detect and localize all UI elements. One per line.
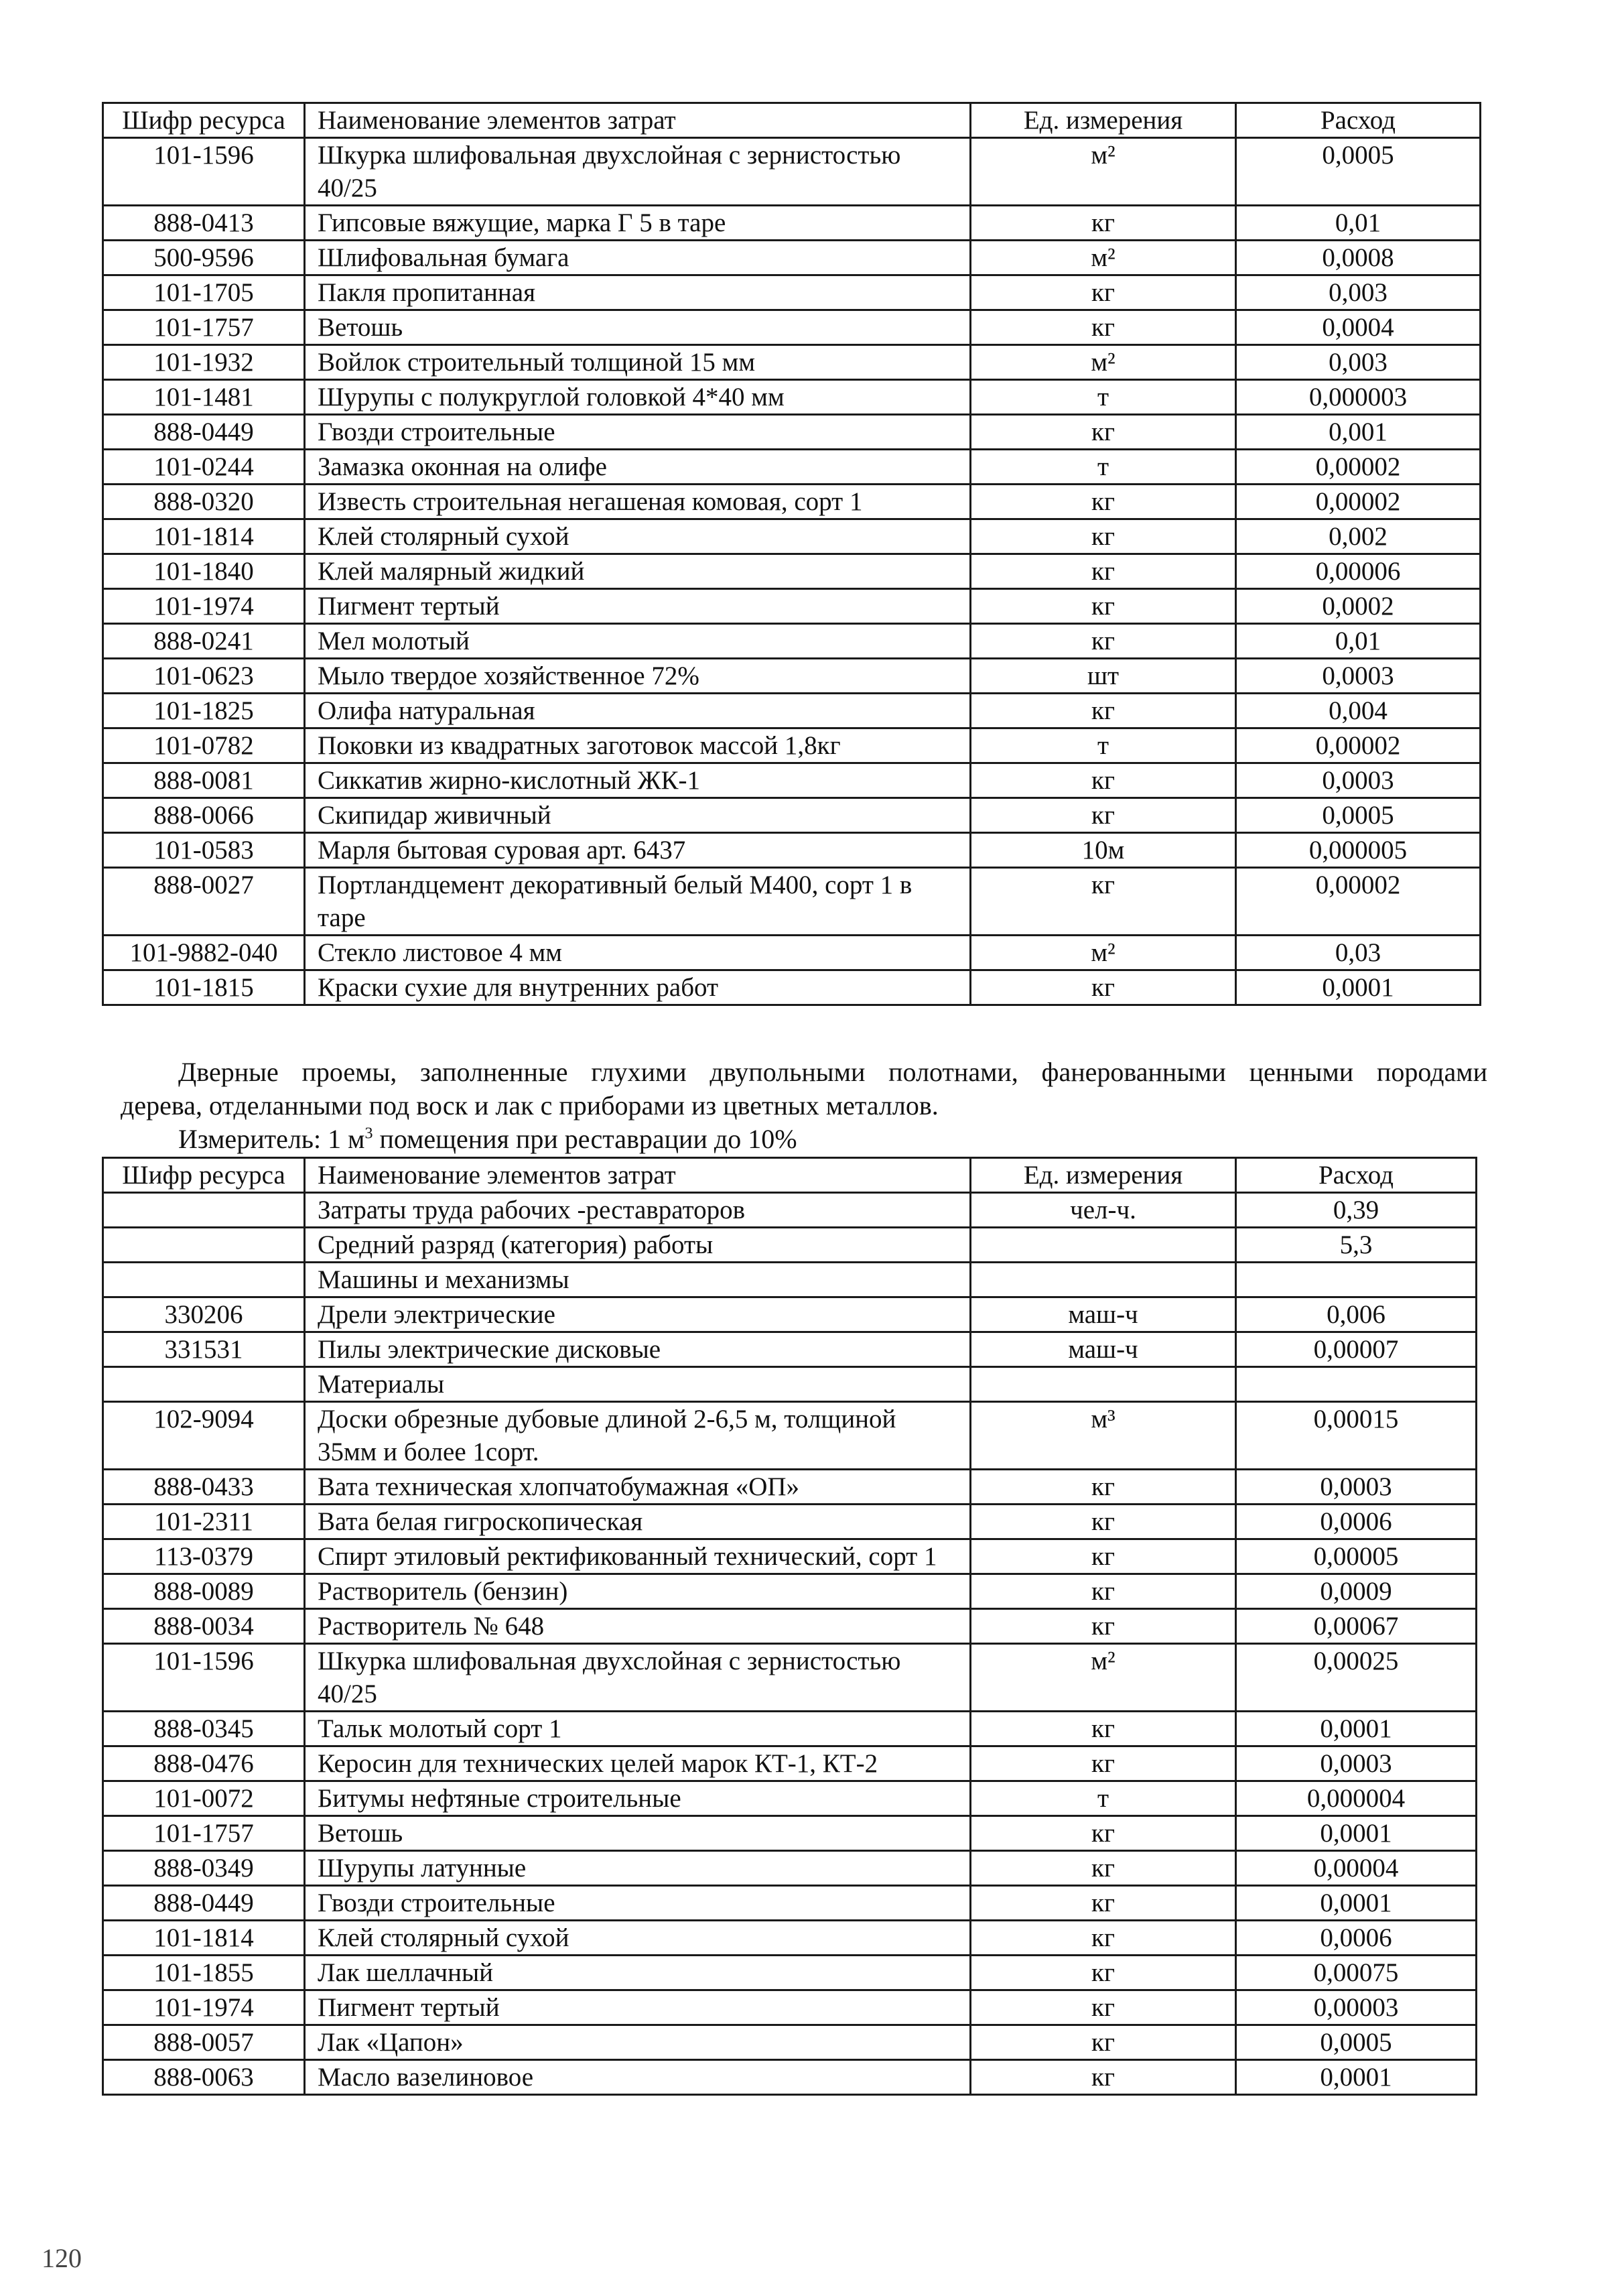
unit-of-measure: т <box>971 1781 1236 1816</box>
resource-name: Олифа натуральная <box>305 694 971 728</box>
resource-name: Ветошь <box>305 310 971 345</box>
resource-code: 888-0034 <box>103 1609 305 1644</box>
unit-of-measure: кг <box>971 1609 1236 1644</box>
consumption-amount: 0,0001 <box>1236 2060 1477 2095</box>
resource-code <box>103 1367 305 1402</box>
resource-code: 888-0476 <box>103 1746 305 1781</box>
resource-code: 101-0782 <box>103 728 305 763</box>
resource-code: 101-2311 <box>103 1505 305 1539</box>
resource-name: Материалы <box>305 1367 971 1402</box>
table-row <box>103 1816 1477 1851</box>
resource-table-2 <box>102 1157 1477 2096</box>
consumption-amount: 0,00002 <box>1236 728 1481 763</box>
resource-code: 102-9094 <box>103 1402 305 1470</box>
unit-of-measure: кг <box>971 694 1236 728</box>
table-row <box>103 1851 1477 1886</box>
table-row <box>103 1470 1477 1505</box>
consumption-amount: 0,01 <box>1236 206 1481 241</box>
table-row <box>103 728 1481 763</box>
resource-name: Шлифовальная бумага <box>305 241 971 275</box>
resource-name: Пакля пропитанная <box>305 275 971 310</box>
resource-name: Растворитель № 648 <box>305 1609 971 1644</box>
resource-code: 330206 <box>103 1297 305 1332</box>
table-row <box>103 2025 1477 2060</box>
consumption-amount: 0,00075 <box>1236 1956 1477 1990</box>
table-row <box>103 1574 1477 1609</box>
unit-of-measure: кг <box>971 589 1236 624</box>
consumption-amount: 0,000005 <box>1236 833 1481 868</box>
resource-code: 888-0449 <box>103 415 305 450</box>
unit-of-measure <box>971 1228 1236 1263</box>
resource-code <box>103 1263 305 1297</box>
resource-code: 101-0583 <box>103 833 305 868</box>
resource-name: Сиккатив жирно-кислотный ЖК-1 <box>305 763 971 798</box>
consumption-amount: 0,00007 <box>1236 1332 1477 1367</box>
measure-prefix: Измеритель: 1 м <box>178 1124 365 1154</box>
resource-code: 888-0241 <box>103 624 305 659</box>
unit-of-measure: кг <box>971 970 1236 1005</box>
description-line-2: дерева, отделанными под воск и лак с приборами из цветных металлов. <box>121 1090 939 1121</box>
table-row <box>103 868 1481 936</box>
unit-of-measure: кг <box>971 1990 1236 2025</box>
resource-name: Клей малярный жидкий <box>305 554 971 589</box>
resource-name: Керосин для технических целей марок КТ-1, КТ-2 <box>305 1746 971 1781</box>
table-body <box>103 138 1481 1005</box>
resource-code: 101-1481 <box>103 380 305 415</box>
unit-of-measure: шт <box>971 659 1236 694</box>
table-body <box>103 1193 1477 2095</box>
resource-code: 888-0063 <box>103 2060 305 2095</box>
table-row <box>103 1609 1477 1644</box>
table-row <box>103 694 1481 728</box>
resource-code: 331531 <box>103 1332 305 1367</box>
consumption-amount: 0,39 <box>1236 1193 1477 1228</box>
table-row <box>103 275 1481 310</box>
table-header-row <box>103 1158 1477 1193</box>
resource-name: Замазка оконная на олифе <box>305 450 971 485</box>
consumption-amount: 0,0003 <box>1236 659 1481 694</box>
unit-of-measure: маш-ч <box>971 1297 1236 1332</box>
consumption-amount: 0,000004 <box>1236 1781 1477 1816</box>
consumption-amount: 0,0008 <box>1236 241 1481 275</box>
header-amount: Расход <box>1236 103 1481 138</box>
unit-of-measure: кг <box>971 1816 1236 1851</box>
resource-name: Шурупы с полукруглой головкой 4*40 мм <box>305 380 971 415</box>
resource-name: Стекло листовое 4 мм <box>305 936 971 970</box>
unit-of-measure: кг <box>971 1851 1236 1886</box>
resource-name: Войлок строительный толщиной 15 мм <box>305 345 971 380</box>
header-unit: Ед. измерения <box>971 1158 1236 1193</box>
resource-code: 101-1815 <box>103 970 305 1005</box>
resource-code <box>103 1193 305 1228</box>
unit-of-measure: м² <box>971 936 1236 970</box>
resource-name: Пилы электрические дисковые <box>305 1332 971 1367</box>
consumption-amount: 0,0002 <box>1236 589 1481 624</box>
resource-table-1 <box>102 102 1481 1006</box>
resource-code: 101-9882-040 <box>103 936 305 970</box>
resource-code: 101-1974 <box>103 589 305 624</box>
table-row <box>103 2060 1477 2095</box>
resource-name: Средний разряд (категория) работы <box>305 1228 971 1263</box>
resource-name: Известь строительная негашеная комовая, сорт 1 <box>305 485 971 519</box>
table-row <box>103 798 1481 833</box>
header-amount: Расход <box>1236 1158 1477 1193</box>
unit-of-measure: кг <box>971 485 1236 519</box>
resource-name: Мел молотый <box>305 624 971 659</box>
consumption-amount: 0,0009 <box>1236 1574 1477 1609</box>
resource-code: 101-1825 <box>103 694 305 728</box>
table-row <box>103 1402 1477 1470</box>
unit-of-measure: маш-ч <box>971 1332 1236 1367</box>
table-row <box>103 1539 1477 1574</box>
resource-code: 888-0413 <box>103 206 305 241</box>
resource-code: 888-0320 <box>103 485 305 519</box>
table-row <box>103 1297 1477 1332</box>
consumption-amount: 5,3 <box>1236 1228 1477 1263</box>
table-row <box>103 1505 1477 1539</box>
consumption-amount: 0,003 <box>1236 345 1481 380</box>
resource-name: Спирт этиловый ректификованный технический, сорт 1 <box>305 1539 971 1574</box>
resource-code: 888-0433 <box>103 1470 305 1505</box>
consumption-amount: 0,00025 <box>1236 1644 1477 1712</box>
table-row <box>103 1956 1477 1990</box>
resource-name: Затраты труда рабочих -реставраторов <box>305 1193 971 1228</box>
resource-code: 888-0081 <box>103 763 305 798</box>
consumption-amount: 0,0004 <box>1236 310 1481 345</box>
consumption-amount: 0,003 <box>1236 275 1481 310</box>
table-row <box>103 1921 1477 1956</box>
consumption-amount: 0,001 <box>1236 415 1481 450</box>
resource-name: Масло вазелиновое <box>305 2060 971 2095</box>
resource-code: 101-1705 <box>103 275 305 310</box>
resource-code: 888-0057 <box>103 2025 305 2060</box>
table-row <box>103 763 1481 798</box>
resource-name: Портландцемент декоративный белый М400, сорт 1 в таре <box>305 868 971 936</box>
resource-name: Дрели электрические <box>305 1297 971 1332</box>
resource-name: Шкурка шлифовальная двухслойная с зернистостью 40/25 <box>305 1644 971 1712</box>
unit-of-measure: кг <box>971 554 1236 589</box>
unit-of-measure: кг <box>971 206 1236 241</box>
resource-code: 101-1855 <box>103 1956 305 1990</box>
resource-name: Краски сухие для внутренних работ <box>305 970 971 1005</box>
resource-code: 101-1814 <box>103 519 305 554</box>
consumption-amount: 0,00004 <box>1236 1851 1477 1886</box>
resource-name: Пигмент тертый <box>305 1990 971 2025</box>
table-row <box>103 936 1481 970</box>
table-row <box>103 1990 1477 2025</box>
consumption-amount <box>1236 1263 1477 1297</box>
unit-of-measure: кг <box>971 1712 1236 1746</box>
consumption-amount: 0,00002 <box>1236 450 1481 485</box>
consumption-amount: 0,00002 <box>1236 485 1481 519</box>
resource-code: 101-1596 <box>103 1644 305 1712</box>
unit-of-measure: кг <box>971 763 1236 798</box>
table-row <box>103 554 1481 589</box>
consumption-amount: 0,0003 <box>1236 1470 1477 1505</box>
resource-code: 101-1974 <box>103 1990 305 2025</box>
table-row <box>103 1367 1477 1402</box>
page-number: 120 <box>42 2243 82 2273</box>
unit-of-measure: м³ <box>971 1402 1236 1470</box>
unit-of-measure: кг <box>971 275 1236 310</box>
consumption-amount: 0,0001 <box>1236 970 1481 1005</box>
consumption-amount: 0,0006 <box>1236 1921 1477 1956</box>
description-line-1: Дверные проемы, заполненные глухими двупольными полотнами, фанерованными ценными породами <box>178 1057 1487 1087</box>
consumption-amount: 0,00006 <box>1236 554 1481 589</box>
measure-suffix: помещения при реставрации до 10% <box>373 1124 797 1154</box>
resource-name: Вата техническая хлопчатобумажная «ОП» <box>305 1470 971 1505</box>
resource-name: Ветошь <box>305 1816 971 1851</box>
consumption-amount: 0,002 <box>1236 519 1481 554</box>
resource-code: 888-0089 <box>103 1574 305 1609</box>
resource-code: 113-0379 <box>103 1539 305 1574</box>
unit-of-measure: кг <box>971 2025 1236 2060</box>
table-row <box>103 1644 1477 1712</box>
consumption-amount: 0,0003 <box>1236 1746 1477 1781</box>
resource-name: Скипидар живичный <box>305 798 971 833</box>
unit-of-measure: кг <box>971 310 1236 345</box>
unit-of-measure: чел-ч. <box>971 1193 1236 1228</box>
unit-of-measure: м² <box>971 138 1236 206</box>
table-row <box>103 345 1481 380</box>
consumption-amount: 0,0003 <box>1236 763 1481 798</box>
table-row <box>103 415 1481 450</box>
table-row <box>103 206 1481 241</box>
resource-code: 101-0244 <box>103 450 305 485</box>
table-header-row <box>103 103 1481 138</box>
unit-of-measure: т <box>971 450 1236 485</box>
resource-name: Гвозди строительные <box>305 1886 971 1921</box>
unit-of-measure: кг <box>971 1574 1236 1609</box>
table-row <box>103 589 1481 624</box>
unit-of-measure: кг <box>971 2060 1236 2095</box>
unit-of-measure: м² <box>971 241 1236 275</box>
table-row <box>103 310 1481 345</box>
header-name: Наименование элементов затрат <box>305 103 971 138</box>
unit-of-measure: кг <box>971 1956 1236 1990</box>
unit-of-measure: м² <box>971 1644 1236 1712</box>
table-row <box>103 485 1481 519</box>
unit-of-measure: кг <box>971 1470 1236 1505</box>
resource-code: 500-9596 <box>103 241 305 275</box>
resource-name: Битумы нефтяные строительные <box>305 1781 971 1816</box>
table-row <box>103 380 1481 415</box>
resource-code: 888-0027 <box>103 868 305 936</box>
consumption-amount: 0,00067 <box>1236 1609 1477 1644</box>
resource-name: Марля бытовая суровая арт. 6437 <box>305 833 971 868</box>
resource-name: Гипсовые вяжущие, марка Г 5 в таре <box>305 206 971 241</box>
resource-code: 101-0072 <box>103 1781 305 1816</box>
unit-of-measure: кг <box>971 624 1236 659</box>
table-row <box>103 1781 1477 1816</box>
table-row <box>103 450 1481 485</box>
resource-code: 101-1840 <box>103 554 305 589</box>
unit-of-measure <box>971 1367 1236 1402</box>
consumption-amount: 0,01 <box>1236 624 1481 659</box>
resource-name: Гвозди строительные <box>305 415 971 450</box>
table-row <box>103 1332 1477 1367</box>
consumption-amount: 0,00005 <box>1236 1539 1477 1574</box>
resource-code <box>103 1228 305 1263</box>
header-code: Шифр ресурса <box>103 1158 305 1193</box>
consumption-amount: 0,0001 <box>1236 1886 1477 1921</box>
resource-code: 888-0066 <box>103 798 305 833</box>
unit-of-measure: кг <box>971 798 1236 833</box>
resource-name: Мыло твердое хозяйственное 72% <box>305 659 971 694</box>
table-row <box>103 1746 1477 1781</box>
resource-name: Клей столярный сухой <box>305 519 971 554</box>
consumption-amount: 0,0005 <box>1236 798 1481 833</box>
unit-of-measure: кг <box>971 868 1236 936</box>
table-row <box>103 970 1481 1005</box>
table-row <box>103 138 1481 206</box>
unit-of-measure: кг <box>971 1921 1236 1956</box>
consumption-amount: 0,0001 <box>1236 1816 1477 1851</box>
consumption-amount: 0,03 <box>1236 936 1481 970</box>
measure-line <box>121 1123 1487 1156</box>
resource-code: 101-0623 <box>103 659 305 694</box>
section-description <box>121 1056 1487 1156</box>
table-row <box>103 624 1481 659</box>
resource-code: 101-1757 <box>103 1816 305 1851</box>
header-name: Наименование элементов затрат <box>305 1158 971 1193</box>
measure-superscript: 3 <box>364 1125 373 1143</box>
table-row <box>103 1228 1477 1263</box>
consumption-amount <box>1236 1367 1477 1402</box>
unit-of-measure: м² <box>971 345 1236 380</box>
resource-code: 101-1596 <box>103 138 305 206</box>
consumption-amount: 0,00002 <box>1236 868 1481 936</box>
resource-name: Тальк молотый сорт 1 <box>305 1712 971 1746</box>
resource-code: 888-0345 <box>103 1712 305 1746</box>
unit-of-measure: кг <box>971 1539 1236 1574</box>
resource-code: 888-0349 <box>103 1851 305 1886</box>
consumption-amount: 0,000003 <box>1236 380 1481 415</box>
table-row <box>103 659 1481 694</box>
consumption-amount: 0,0005 <box>1236 138 1481 206</box>
unit-of-measure: кг <box>971 1505 1236 1539</box>
resource-name: Пигмент тертый <box>305 589 971 624</box>
resource-name: Шурупы латунные <box>305 1851 971 1886</box>
unit-of-measure: кг <box>971 1746 1236 1781</box>
table-row <box>103 241 1481 275</box>
consumption-amount: 0,0006 <box>1236 1505 1477 1539</box>
resource-name: Доски обрезные дубовые длиной 2-6,5 м, толщиной 35мм и более 1сорт. <box>305 1402 971 1470</box>
resource-code: 101-1814 <box>103 1921 305 1956</box>
resource-name: Поковки из квадратных заготовок массой 1,8кг <box>305 728 971 763</box>
unit-of-measure: кг <box>971 1886 1236 1921</box>
resource-name: Клей столярный сухой <box>305 1921 971 1956</box>
table-row <box>103 833 1481 868</box>
resource-name: Растворитель (бензин) <box>305 1574 971 1609</box>
unit-of-measure: кг <box>971 415 1236 450</box>
consumption-amount: 0,006 <box>1236 1297 1477 1332</box>
unit-of-measure: т <box>971 380 1236 415</box>
consumption-amount: 0,004 <box>1236 694 1481 728</box>
resource-name: Лак «Цапон» <box>305 2025 971 2060</box>
resource-code: 888-0449 <box>103 1886 305 1921</box>
unit-of-measure: 10м <box>971 833 1236 868</box>
table-row <box>103 1193 1477 1228</box>
consumption-amount: 0,00015 <box>1236 1402 1477 1470</box>
unit-of-measure <box>971 1263 1236 1297</box>
header-unit: Ед. измерения <box>971 103 1236 138</box>
resource-name: Машины и механизмы <box>305 1263 971 1297</box>
consumption-amount: 0,00003 <box>1236 1990 1477 2025</box>
consumption-amount: 0,0005 <box>1236 2025 1477 2060</box>
table-row <box>103 1886 1477 1921</box>
resource-name: Лак шеллачный <box>305 1956 971 1990</box>
consumption-amount: 0,0001 <box>1236 1712 1477 1746</box>
table-row <box>103 1712 1477 1746</box>
header-code: Шифр ресурса <box>103 103 305 138</box>
unit-of-measure: т <box>971 728 1236 763</box>
resource-name: Шкурка шлифовальная двухслойная с зернистостью 40/25 <box>305 138 971 206</box>
table-row <box>103 519 1481 554</box>
resource-name: Вата белая гигроскопическая <box>305 1505 971 1539</box>
unit-of-measure: кг <box>971 519 1236 554</box>
resource-code: 101-1757 <box>103 310 305 345</box>
table-row <box>103 1263 1477 1297</box>
resource-code: 101-1932 <box>103 345 305 380</box>
